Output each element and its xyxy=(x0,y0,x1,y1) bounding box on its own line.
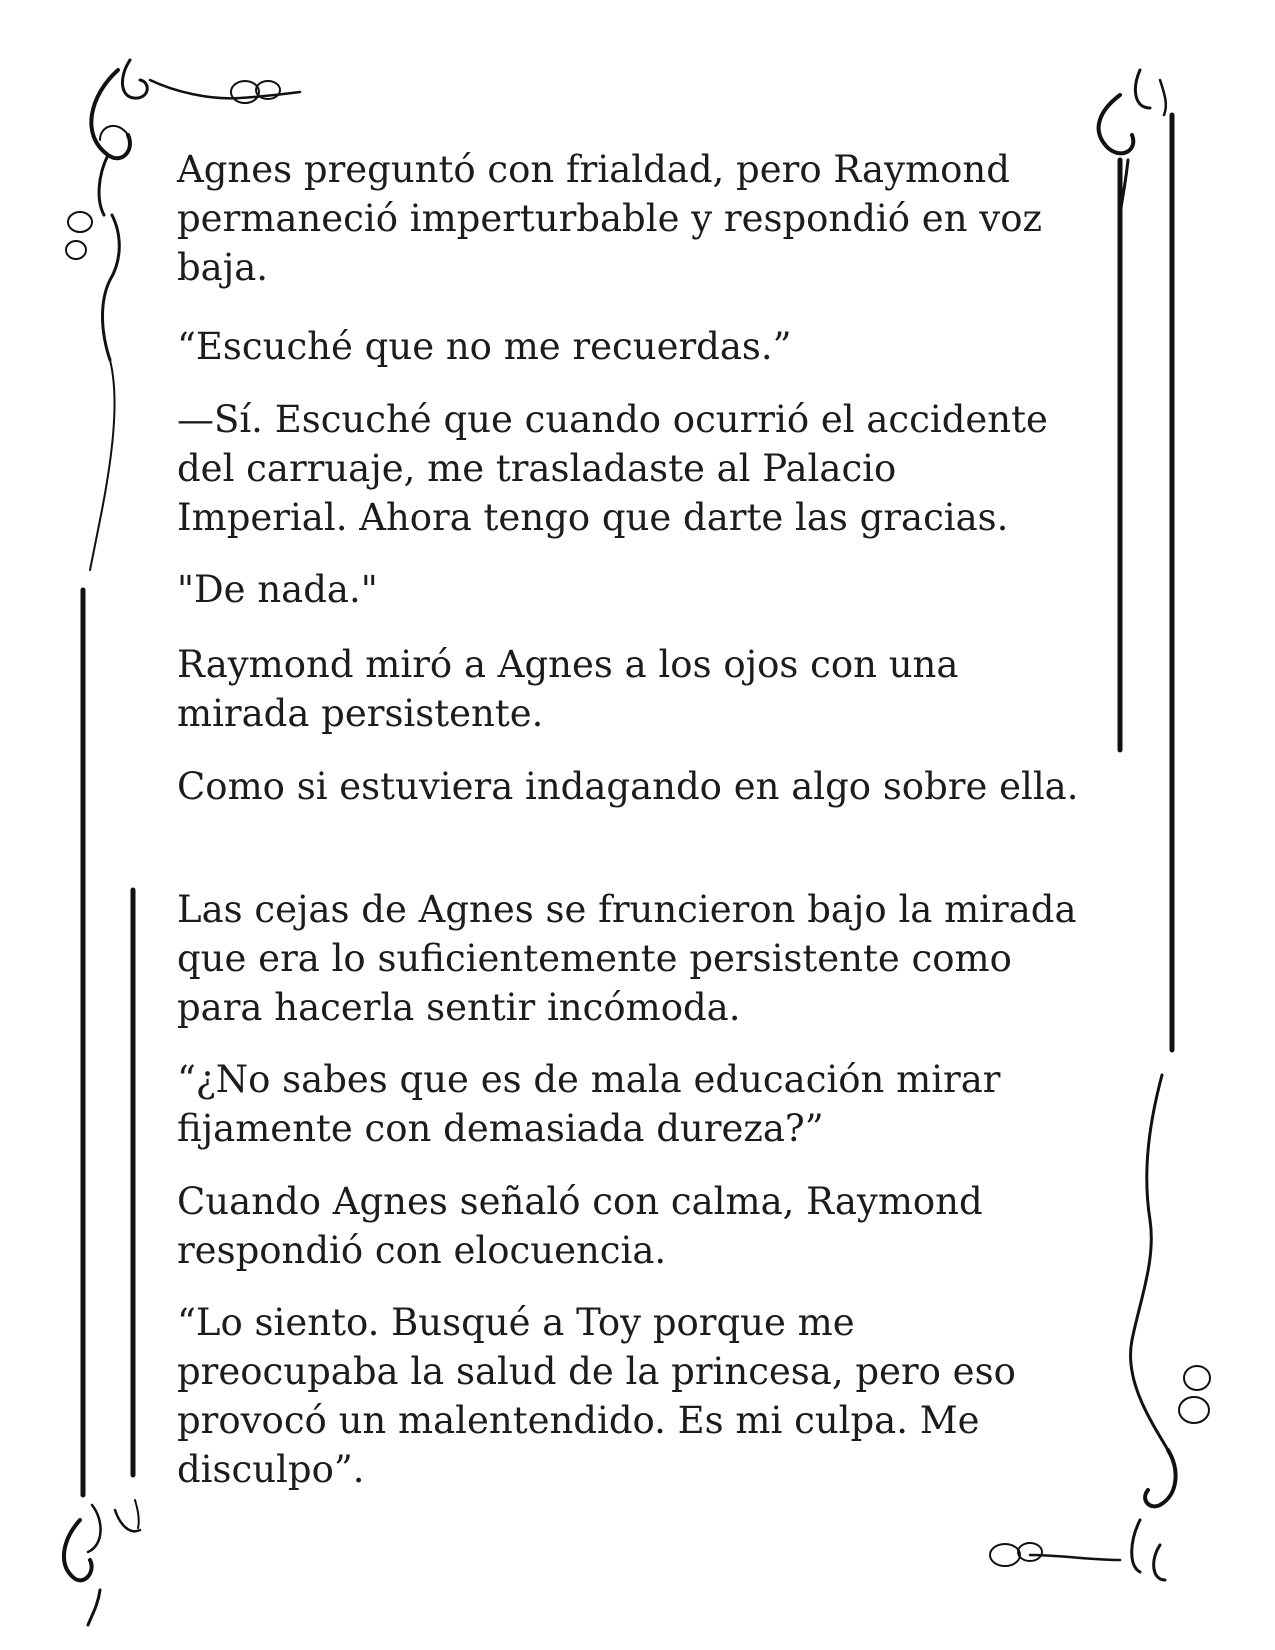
bottom-right-flourish xyxy=(990,1075,1210,1580)
paragraph: Cuando Agnes señaló con calma, Raymond respondió con elocuencia. xyxy=(177,1180,983,1272)
paragraph: Agnes preguntó con frialdad, pero Raymond permaneció imperturbable y respondió en voz baja. xyxy=(177,148,1042,289)
paragraph: Como si estuviera indagando en algo sobre ella. xyxy=(177,765,1079,808)
paragraph: Raymond miró a Agnes a los ojos con una mirada persistente. xyxy=(177,643,959,735)
paragraph: Las cejas de Agnes se fruncieron bajo la mirada que era lo suficientemente persistente como para hacerla sentir incómoda. xyxy=(177,888,1077,1029)
top-right-flourish xyxy=(1099,70,1166,215)
paragraph: “Escuché que no me recuerdas.” xyxy=(177,325,792,368)
paragraph: “Lo siento. Busqué a Toy porque me preocupaba la salud de la princesa, pero eso provocó un malentendido. Es mi culpa. Me disculpo”. xyxy=(177,1301,1016,1491)
paragraph: —Sí. Escuché que cuando ocurrió el accidente del carruaje, me trasladaste al Palacio Imperial. Ahora tengo que darte las gracias. xyxy=(177,398,1048,539)
bottom-left-flourish xyxy=(64,1500,140,1625)
paragraph: “¿No sabes que es de mala educación mirar fijamente con demasiada dureza?” xyxy=(177,1058,1001,1150)
paragraph: "De nada." xyxy=(177,568,378,611)
